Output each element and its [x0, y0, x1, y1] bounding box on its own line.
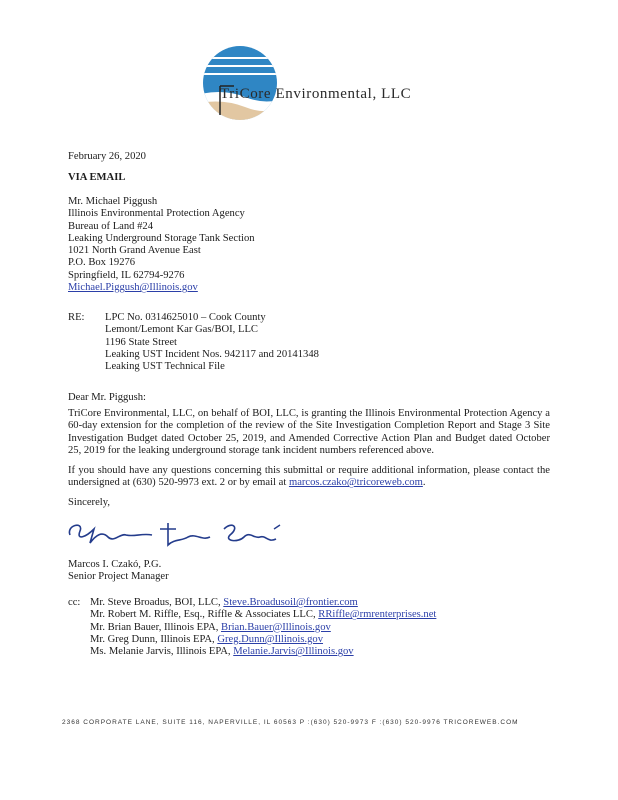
cc-list — [90, 597, 436, 658]
company-logo — [190, 45, 430, 140]
re-lines — [105, 312, 319, 373]
cc-email-link[interactable]: Greg.Dunn@Illinois.gov — [217, 633, 324, 645]
recipient-bureau: Bureau of Land #24 — [68, 220, 154, 232]
contact-email-link[interactable]: marcos.czako@tricoreweb.com — [288, 477, 423, 489]
recipient-name: Mr. Michael Piggush — [68, 196, 158, 207]
cc-entry-text: Mr. Brian Bauer, Illinois EPA, — [90, 621, 222, 633]
cc-email-link[interactable]: RRiffle@rmrenterprises.net — [318, 609, 437, 621]
cc-entry-text: Mr. Greg Dunn, Illinois EPA, — [90, 633, 218, 645]
cc-entry — [90, 646, 436, 658]
recipient-address — [68, 196, 255, 294]
paragraph-2-suffix: . — [422, 477, 426, 489]
cc-email-link[interactable]: Steve.Broadusoil@frontier.com — [223, 597, 358, 608]
recipient-section: Leaking Underground Storage Tank Section — [68, 232, 255, 244]
cc-entry — [90, 609, 436, 621]
cc-entry — [90, 597, 436, 609]
paragraph-2-text: If you should have any questions concerning this submittal or require additional information, please contact the undersigned at (630) 520-9973 ext. 2 or by email at — [68, 465, 550, 489]
recipient-po-box: P.O. Box 19276 — [68, 257, 136, 269]
re-line: Leaking UST Technical File — [105, 361, 225, 373]
recipient-agency: Illinois Environmental Protection Agency — [68, 208, 245, 220]
closing: Sincerely, — [68, 497, 110, 508]
footer-address: 2368 CORPORATE LANE, SUITE 116, NAPERVILLE, IL 60563 P :(630) 520-9973 F :(630) 520-9976 TRICOREWEB.COM — [62, 719, 519, 726]
re-line: 1196 State Street — [105, 336, 177, 348]
recipient-email-link[interactable]: Michael.Piggush@Illinois.gov — [68, 282, 198, 294]
cc-email-link[interactable]: Brian.Bauer@Illinois.gov — [221, 621, 331, 633]
letter-date: February 26, 2020 — [68, 151, 146, 162]
signatory-name: Marcos I. Czakó, P.G. — [68, 559, 162, 570]
recipient-street: 1021 North Grand Avenue East — [68, 245, 201, 257]
cc-entry-text: Mr. Steve Broadus, BOI, LLC, — [90, 597, 224, 608]
cc-entry-text: Ms. Melanie Jarvis, Illinois EPA, — [90, 646, 234, 658]
company-name: TriCore Environmental, LLC — [220, 86, 412, 102]
recipient-city: Springfield, IL 62794-9276 — [68, 269, 185, 281]
cc-email-link[interactable]: Melanie.Jarvis@Illinois.gov — [233, 646, 354, 658]
body-paragraph-1: TriCore Environmental, LLC, on behalf of BOI, LLC, is granting the Illinois Environmental Protection Agency a 60-day extension for the completion of the review of the Site Investigation Completion Report and Stage 3 Site Investigation Budget dated October 25, 2019, and Amended Corrective Action Plan and Budget dated October 25, 2019 for the leaking underground storage tank incident numbers referenced above. — [68, 408, 550, 456]
signatory-block — [68, 559, 169, 584]
delivery-method: VIA EMAIL — [68, 172, 126, 183]
re-line: Leaking UST Incident Nos. 942117 and 20141348 — [105, 348, 319, 360]
cc-label: cc: — [68, 597, 81, 608]
re-label: RE: — [68, 312, 85, 323]
signatory-title: Senior Project Manager — [68, 571, 169, 583]
salutation: Dear Mr. Piggush: — [68, 392, 146, 403]
body-paragraph-2 — [68, 465, 550, 490]
handwritten-signature — [64, 515, 294, 555]
cc-entry — [90, 634, 436, 646]
cc-entry — [90, 622, 436, 634]
re-line: Lemont/Lemont Kar Gas/BOI, LLC — [105, 324, 258, 336]
re-line: LPC No. 0314625010 – Cook County — [105, 312, 266, 323]
cc-entry-text: Mr. Robert M. Riffle, Esq., Riffle & Associates LLC, — [90, 609, 319, 621]
